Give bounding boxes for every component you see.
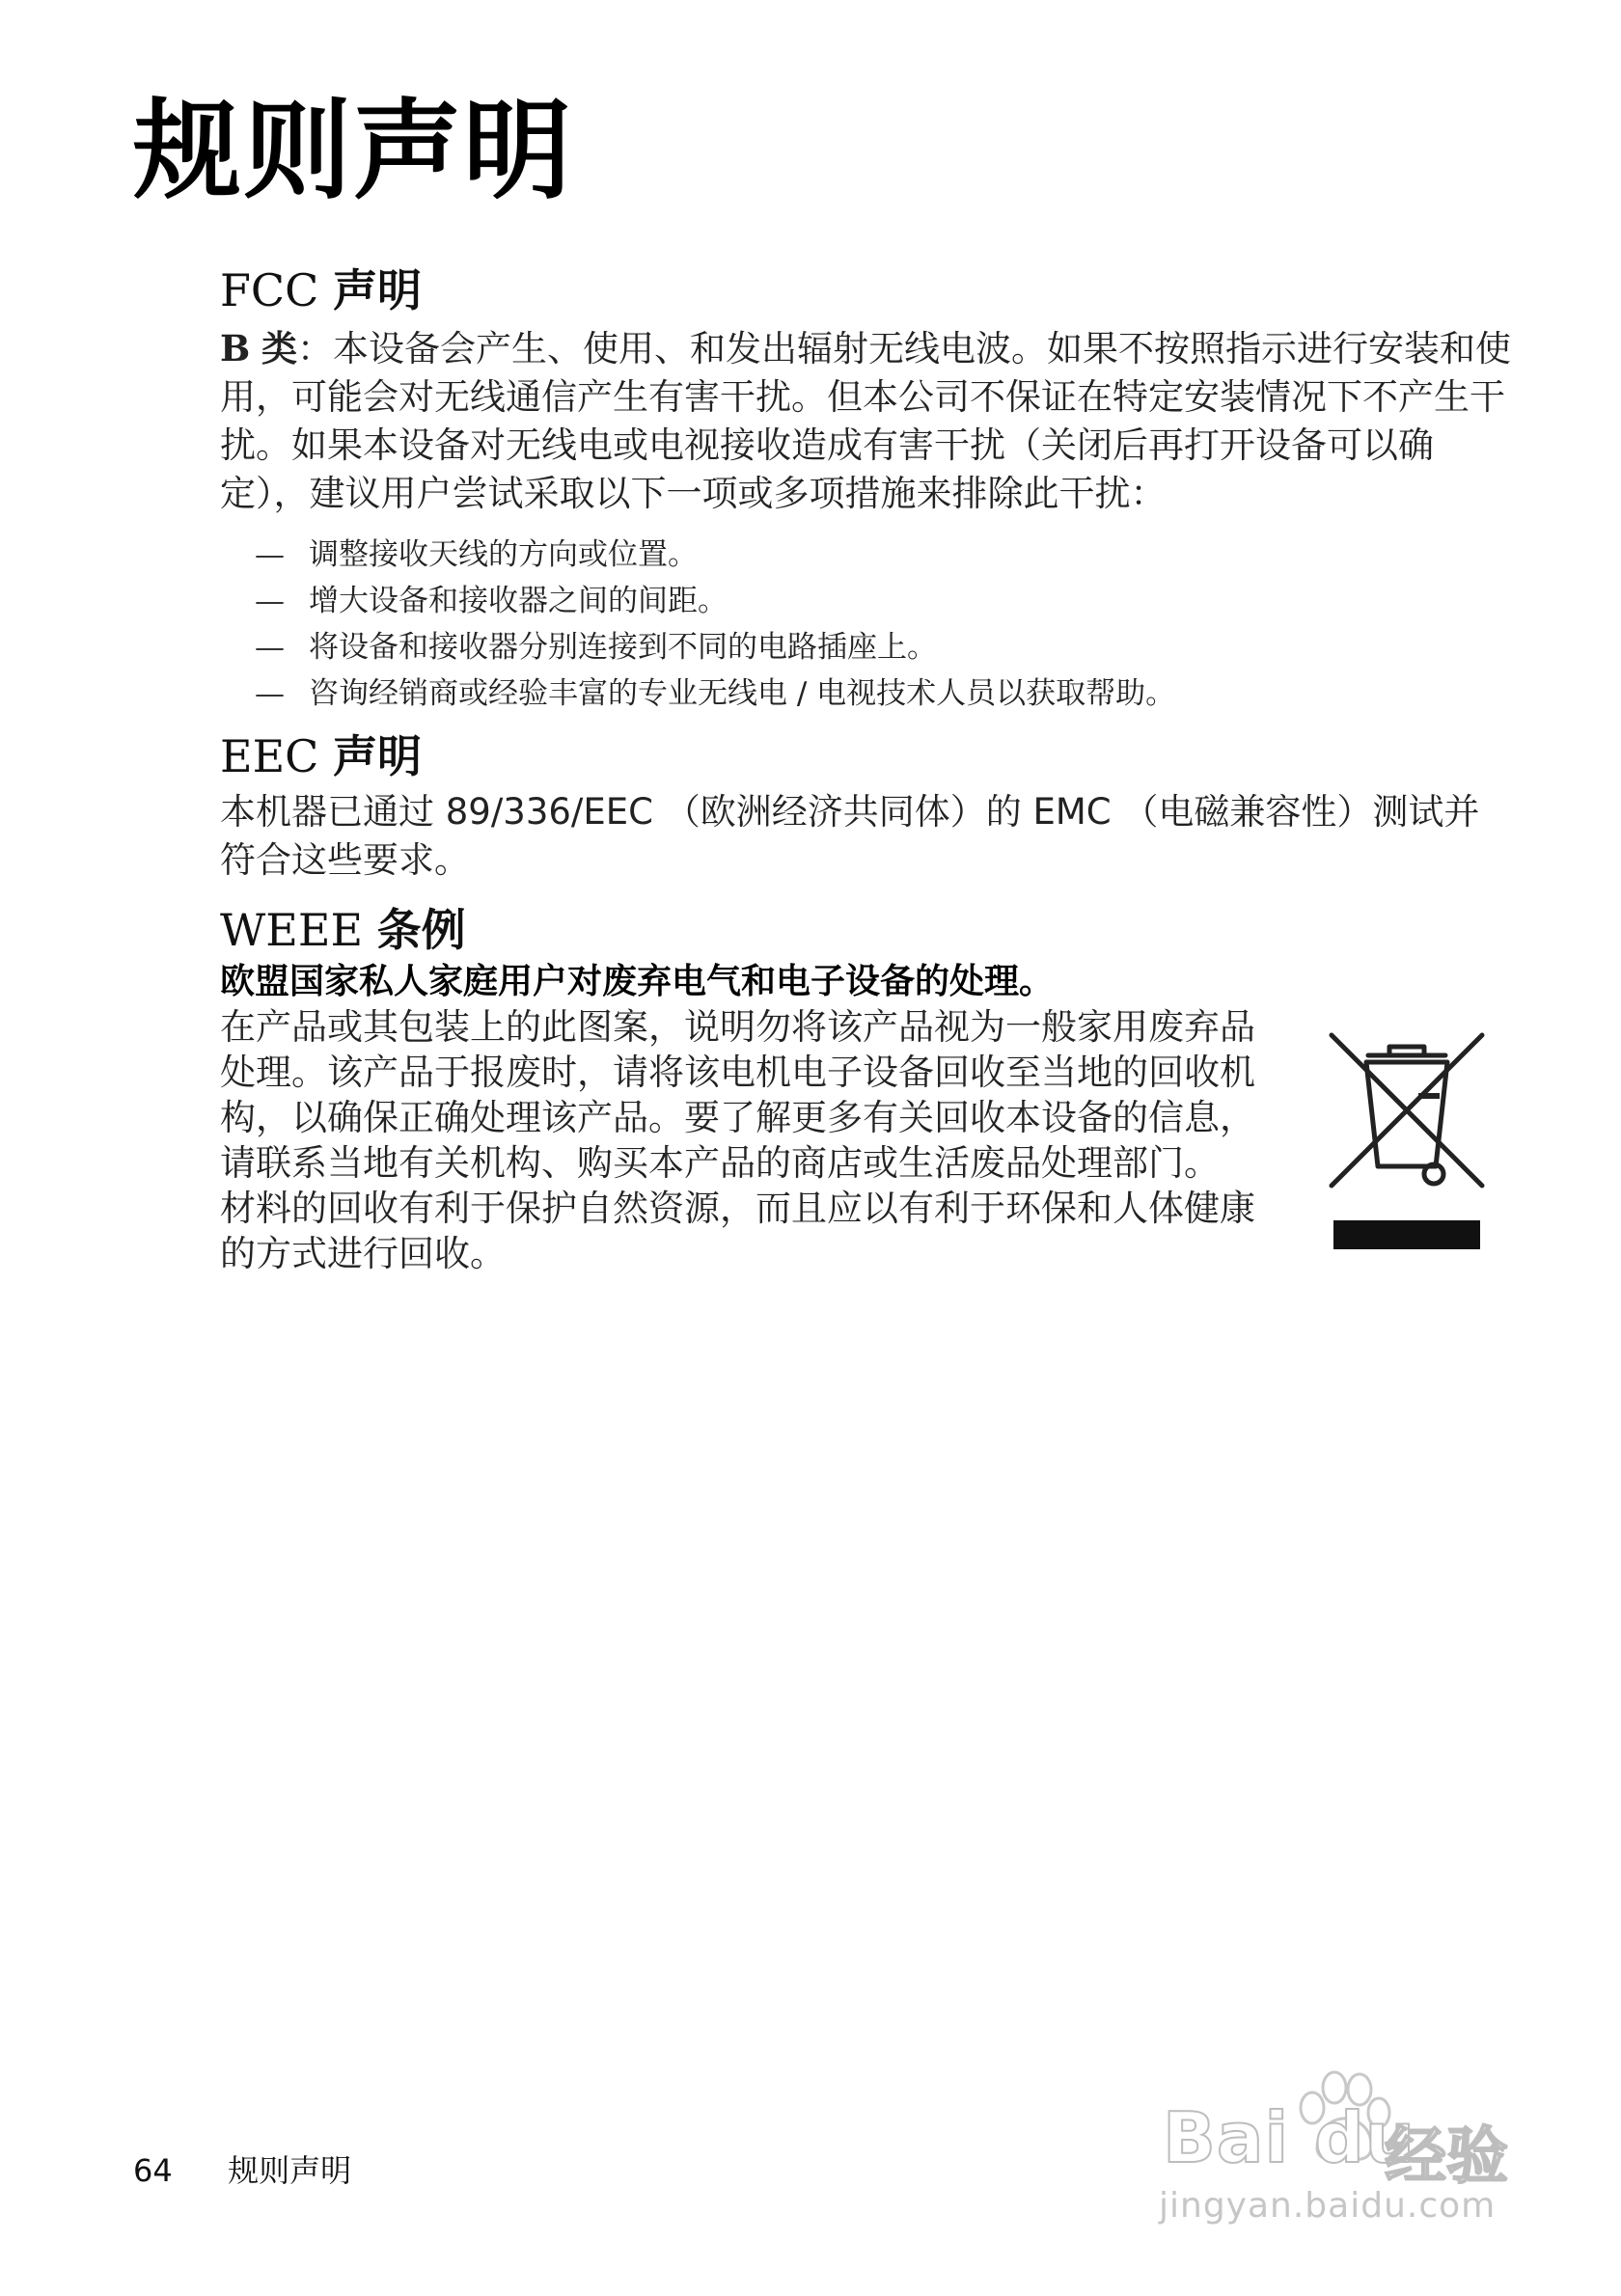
weee-heading-cjk: 条例: [376, 904, 466, 956]
weee-body: [220, 1004, 1513, 1276]
list-item-text: 调整接收天线的方向或位置。: [309, 537, 698, 572]
fcc-heading-latin: FCC: [220, 264, 319, 316]
page-footer: [133, 2151, 351, 2190]
fcc-class-label: 类: [261, 328, 298, 369]
main-content: [220, 262, 1513, 1276]
page-title: 规则声明: [133, 89, 573, 214]
baidu-watermark: [1143, 2064, 1549, 2243]
fcc-class-letter: B: [220, 327, 251, 369]
eec-body: 本机器已通过 89/336/EEC （欧洲经济共同体）的 EMC （电磁兼容性）测试并符合这些要求。: [220, 791, 1480, 881]
fcc-section: [220, 262, 1513, 717]
weee-line: 在产品或其包装上的此图案，说明勿将该产品视为一般家用废弃品: [220, 1006, 1255, 1048]
fcc-heading-cjk: 声明: [332, 264, 422, 316]
weee-line: 的方式进行回收。: [220, 1233, 506, 1274]
weee-line: 请联系当地有关机构、购买本产品的商店或生活废品处理部门。: [220, 1142, 1220, 1184]
fcc-heading: [220, 262, 1513, 318]
weee-line: 构，以确保正确处理该产品。要了解更多有关回收本设备的信息，: [220, 1097, 1255, 1138]
fcc-bullet-list: [220, 532, 1513, 717]
list-item: [255, 624, 1513, 670]
watermark-brand-cn: 经验: [1385, 2121, 1508, 2193]
watermark-url: jingyan.baidu.com: [1159, 2186, 1497, 2226]
weee-line: 处理。该产品于报废时，请将该电机电子设备回收至当地的回收机: [220, 1052, 1255, 1093]
list-item: [255, 670, 1513, 717]
dash-marker: —: [255, 676, 285, 711]
eec-section: [220, 728, 1513, 885]
weee-subtitle: 欧盟国家私人家庭用户对废弃电气和电子设备的处理。: [220, 962, 1055, 1001]
dash-marker: —: [255, 537, 285, 572]
eec-heading-cjk: 声明: [332, 730, 422, 782]
weee-heading-latin: WEEE: [220, 904, 364, 956]
dash-marker: —: [255, 630, 285, 665]
list-item-text: 咨询经销商或经验丰富的专业无线电 / 电视技术人员以获取帮助。: [309, 676, 1176, 711]
weee-heading: [220, 902, 1513, 958]
weee-line: 材料的回收有利于保护自然资源，而且应以有利于环保和人体健康: [220, 1188, 1255, 1229]
watermark-brand: Bai du: [1163, 2097, 1416, 2178]
dash-marker: —: [255, 584, 285, 618]
footer-section-title: 规则声明: [228, 2152, 352, 2189]
list-item-text: 将设备和接收器分别连接到不同的电路插座上。: [309, 630, 937, 665]
eec-heading-latin: EEC: [220, 730, 319, 782]
eec-heading: [220, 728, 1513, 784]
fcc-body: ：本设备会产生、使用、和发出辐射无线电波。如果不按照指示进行安装和使用，可能会对无线通信产生有害干扰。但本公司不保证在特定安装情况下不产生干扰。如果本设备对无线电或电视接收造成有害干扰（关闭后再打开设备可以确定），建议用户尝试采取以下一项或多项措施来排除此干扰：: [220, 328, 1512, 514]
page-number: 64: [133, 2152, 173, 2189]
fcc-paragraph: [220, 324, 1513, 518]
crossed-out-wheelie-bin-icon: [1320, 1022, 1494, 1253]
list-item: [255, 578, 1513, 624]
list-item: [255, 532, 1513, 578]
list-item-text: 增大设备和接收器之间的间距。: [309, 584, 728, 618]
weee-text: [220, 1004, 1291, 1276]
weee-section: [220, 902, 1513, 1276]
